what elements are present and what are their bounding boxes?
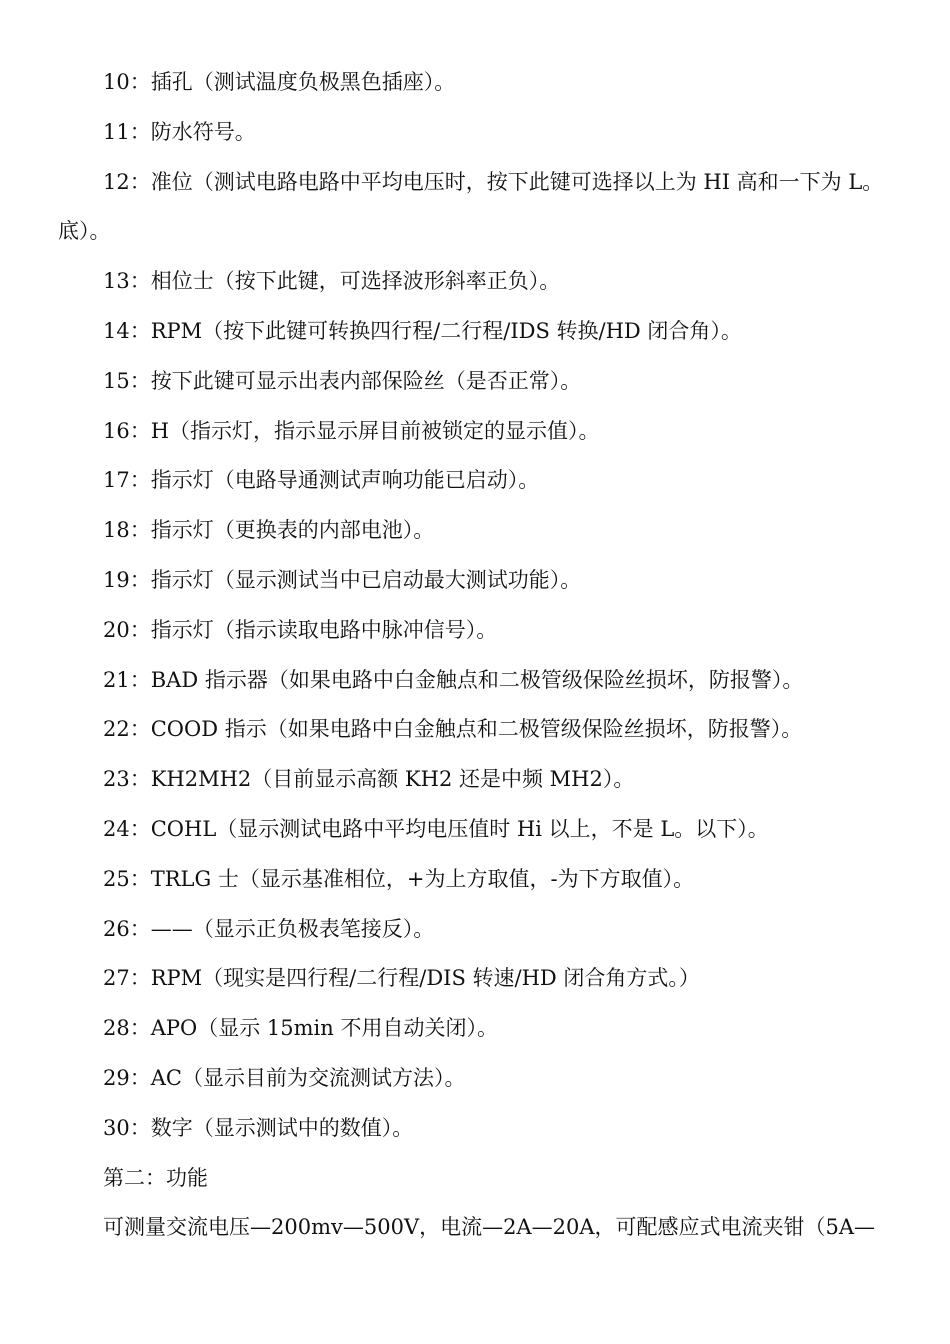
paragraph-item-12: 12：准位（测试电路电路中平均电压时，按下此键可选择以上为 HI 高和一下为 L。底）。 <box>58 169 884 244</box>
paragraph-item-29: 29：AC（显示目前为交流测试方法）。 <box>103 1065 466 1090</box>
paragraph-item-30: 30：数字（显示测试中的数值）。 <box>103 1115 414 1140</box>
paragraph-item-11: 11：防水符号。 <box>103 119 256 144</box>
paragraph-item-23: 23：KH2MH2（目前显示高额 KH2 还是中频 MH2）。 <box>103 767 635 792</box>
paragraph-item-16: 16：H（指示灯，指示显示屏目前被锁定的显示值）。 <box>103 418 600 443</box>
paragraph-item-24: 24：COHL（显示测试电路中平均电压值时 Hi 以上，不是 L。以下）。 <box>103 816 769 841</box>
paragraph-item-17: 17：指示灯（电路导通测试声响功能已启动）。 <box>103 468 540 493</box>
paragraph-functions-body: 可测量交流电压—200mv—500V，电流—2A—20A，可配感应式电流夹钳（5A— <box>103 1215 876 1240</box>
paragraph-item-28: 28：APO（显示 15min 不用自动关闭）。 <box>103 1016 498 1041</box>
paragraph-item-21: 21：BAD 指示器（如果电路中白金触点和二极管级保险丝损坏，防报警）。 <box>103 667 804 692</box>
paragraph-item-14: 14：RPM（按下此键可转换四行程/二行程/IDS 转换/HD 闭合角）。 <box>103 318 742 343</box>
paragraph-item-26: 26：——（显示正负极表笔接反）。 <box>103 916 435 941</box>
paragraph-item-13: 13：相位士（按下此键，可选择波形斜率正负）。 <box>103 269 561 294</box>
paragraph-item-25: 25：TRLG 士（显示基准相位，+为上方取值，-为下方取值）。 <box>103 866 695 891</box>
paragraph-item-18: 18：指示灯（更换表的内部电池）。 <box>103 518 435 543</box>
paragraph-item-27: 27：RPM（现实是四行程/二行程/DIS 转速/HD 闭合角方式。） <box>103 966 700 991</box>
paragraph-item-10: 10：插孔（测试温度负极黑色插座）。 <box>103 70 456 94</box>
paragraph-item-19: 19：指示灯（显示测试当中已启动最大测试功能）。 <box>103 567 582 592</box>
paragraph-item-22: 22：COOD 指示（如果电路中白金触点和二极管级保险丝损坏，防报警）。 <box>103 717 803 742</box>
paragraph-item-20: 20：指示灯（指示读取电路中脉冲信号）。 <box>103 617 498 642</box>
section-heading-functions: 第二：功能 <box>103 1165 208 1190</box>
paragraph-item-15: 15：按下此键可显示出表内部保险丝（是否正常）。 <box>103 368 582 393</box>
